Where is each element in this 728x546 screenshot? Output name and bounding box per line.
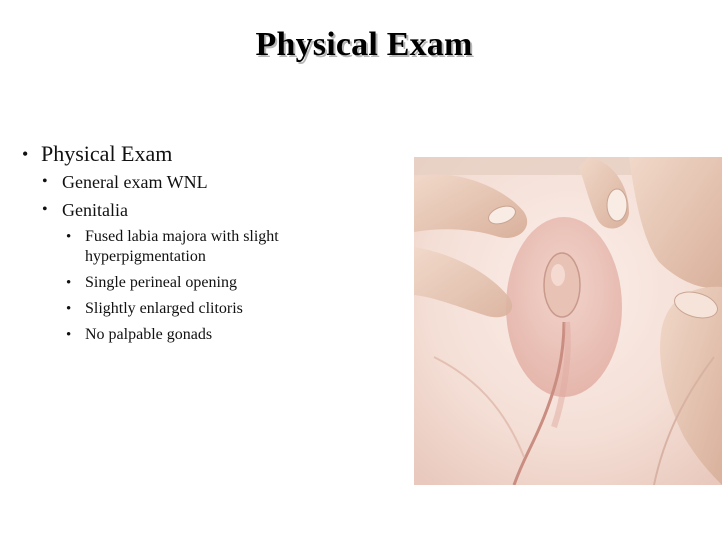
clitoris-shape [544, 253, 580, 317]
bullet-general-exam [22, 171, 352, 193]
bullet-genitalia [22, 199, 352, 221]
bullet-marker: • [42, 173, 48, 190]
bullet-text: Genitalia [62, 200, 128, 220]
bullet-marker: • [66, 327, 72, 343]
clinical-photo-illustration [414, 157, 722, 485]
bullet-marker: • [66, 301, 72, 317]
bullet-text: General exam WNL [62, 172, 208, 192]
bullet-marker: • [66, 229, 72, 245]
bullet-physical-exam [22, 140, 352, 168]
bullet-marker: • [66, 275, 72, 291]
bullet-finding [22, 273, 352, 293]
bullet-text: Fused labia majora with slight hyperpigmentation [85, 228, 279, 265]
bullet-text: No palpable gonads [85, 326, 213, 343]
bullet-text: Slightly enlarged clitoris [85, 300, 243, 317]
bullet-finding [22, 227, 352, 267]
bullet-text: Physical Exam [41, 141, 173, 166]
bullet-marker: • [42, 201, 48, 218]
bullet-finding [22, 325, 352, 345]
bullet-text: Single perineal opening [85, 274, 237, 291]
slide-title: Physical Exam [255, 26, 473, 63]
bullet-finding [22, 299, 352, 319]
clinical-photo [414, 157, 722, 485]
bullet-list [22, 140, 352, 351]
bullet-marker: • [22, 144, 29, 164]
